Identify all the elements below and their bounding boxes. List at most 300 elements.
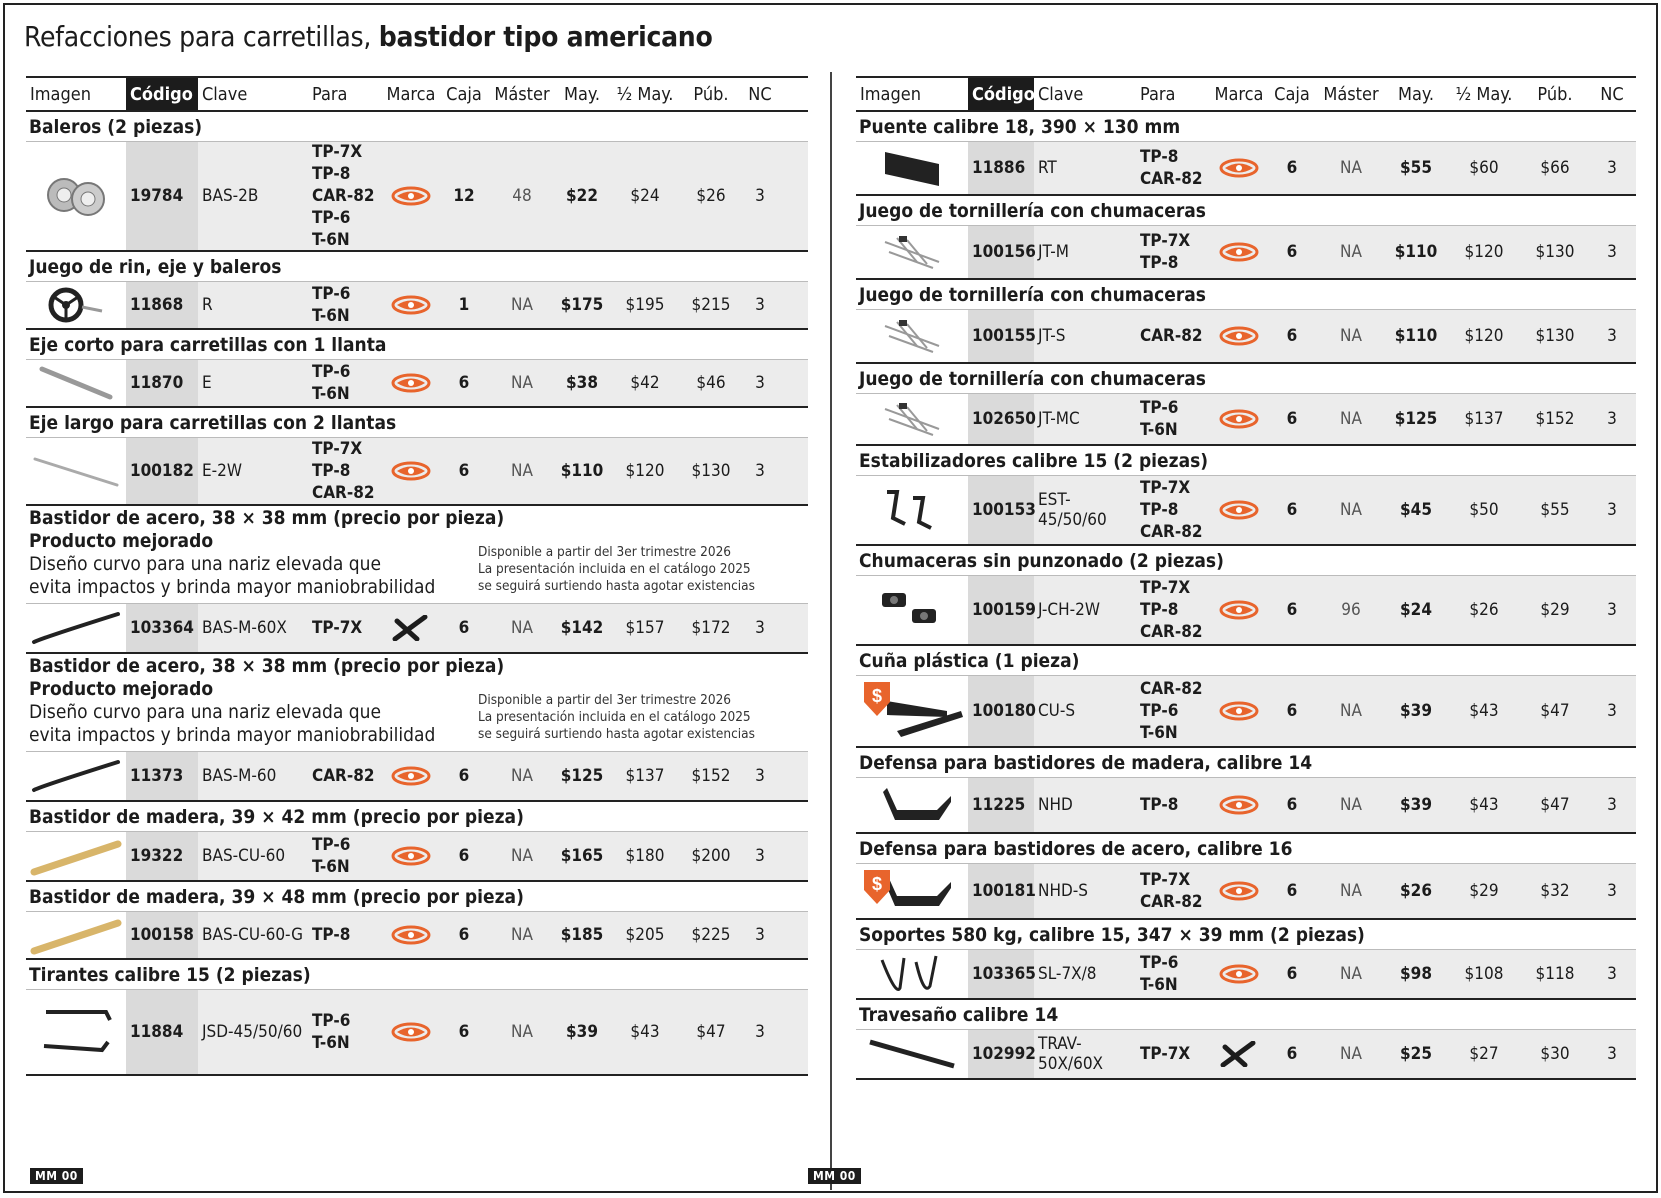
box-qty: 6: [458, 618, 470, 638]
section-description: Producto mejorado Diseño curvo para una nariz elevada que evita impactos y brinda mayor maniobrabilidad: [29, 530, 436, 598]
compatible-models: [1136, 394, 1210, 444]
price-wholesale: $175: [560, 295, 604, 315]
price-public: $30: [1540, 1044, 1570, 1064]
stabilizer-image: [856, 476, 968, 544]
model-label: T-6N: [1140, 975, 1178, 995]
product-code: 102650: [968, 394, 1034, 444]
section: [856, 446, 1636, 546]
model-label: TP-6: [312, 208, 351, 228]
price-wholesale: $185: [560, 925, 604, 945]
product-code: 102992: [968, 1030, 1034, 1078]
master-qty: NA: [511, 1022, 533, 1042]
truper-logo: [382, 360, 440, 406]
price-wholesale: $55: [1400, 158, 1432, 178]
price-wholesale: $39: [566, 1022, 598, 1042]
box-qty: 6: [458, 1022, 470, 1042]
price-wholesale: $24: [1400, 600, 1432, 620]
nc-value: 3: [755, 186, 765, 206]
price-wholesale: $26: [1400, 881, 1432, 901]
price-half-wholesale: $42: [630, 373, 660, 393]
master-qty: NA: [1340, 158, 1362, 178]
price-half-wholesale: $27: [1469, 1044, 1499, 1064]
section: [26, 882, 808, 960]
box-qty: 6: [458, 846, 470, 866]
compatible-models: [1136, 950, 1210, 998]
model-label: CAR-82: [1140, 622, 1203, 642]
model-label: TP-6: [1140, 398, 1179, 418]
truper-logo: [1210, 950, 1268, 998]
section: [856, 280, 1636, 364]
header-5: Caja: [446, 83, 482, 105]
model-label: T-6N: [1140, 420, 1178, 440]
nc-value: 3: [755, 1022, 765, 1042]
master-qty: NA: [511, 766, 533, 786]
compatible-models: [308, 438, 382, 504]
header-1: Código: [126, 78, 198, 110]
header-4: Marca: [386, 83, 436, 105]
table-row: [26, 752, 808, 802]
box-qty: 6: [1286, 964, 1298, 984]
table-row: [26, 912, 808, 960]
master-qty: NA: [1340, 881, 1362, 901]
table-row: [856, 142, 1636, 196]
section: [26, 506, 808, 654]
nc-value: 3: [755, 295, 765, 315]
availability-note: Disponible a partir del 3er trimestre 2026 La presentación incluida en el catálogo 2025 se seguirá surtiendo hasta agotar existencias: [478, 544, 755, 594]
truper-logo: [382, 438, 440, 504]
section: [856, 920, 1636, 1000]
price-wholesale: $142: [560, 618, 604, 638]
section-title: Tirantes calibre 15 (2 piezas): [26, 960, 808, 990]
price-public: $55: [1540, 500, 1570, 520]
model-label: TP-8: [312, 164, 351, 184]
compatible-models: [308, 832, 382, 880]
compatible-models: [1136, 476, 1210, 544]
table-row: [856, 576, 1636, 646]
column-divider: [830, 72, 832, 1190]
table-row: [26, 360, 808, 408]
price-public: $47: [1540, 701, 1570, 721]
brace-image: [26, 990, 126, 1074]
price-wholesale: $45: [1400, 500, 1432, 520]
product-key: JT-S: [1038, 326, 1066, 346]
model-label: TP-7X: [1140, 1044, 1191, 1064]
section-title: Bastidor de acero, 38 × 38 mm (precio por pieza): [29, 655, 505, 677]
price-half-wholesale: $195: [625, 295, 665, 315]
model-label: CAR-82: [312, 186, 375, 206]
section: [26, 802, 808, 882]
section: [856, 748, 1636, 834]
price-half-wholesale: $205: [625, 925, 665, 945]
section-title: Eje corto para carretillas con 1 llanta: [26, 330, 808, 360]
price-public: $200: [691, 846, 731, 866]
price-public: $130: [1535, 242, 1575, 262]
table-row: [856, 950, 1636, 1000]
wood-frame-image: [26, 912, 126, 958]
availability-note: Disponible a partir del 3er trimestre 2026 La presentación incluida en el catálogo 2025 se seguirá surtiendo hasta agotar existencias: [478, 692, 755, 742]
price-wholesale: $39: [1400, 795, 1432, 815]
nc-value: 3: [755, 925, 765, 945]
price-half-wholesale: $60: [1469, 158, 1499, 178]
nc-value: 3: [1607, 600, 1617, 620]
nc-value: 3: [1607, 964, 1617, 984]
table-row: [856, 226, 1636, 280]
product-key: JT-M: [1038, 242, 1070, 262]
model-label: TP-8: [1140, 147, 1179, 167]
product-code: 100153: [968, 476, 1034, 544]
price-half-wholesale: $43: [1469, 701, 1499, 721]
wedge-image: [856, 676, 968, 746]
price-wholesale: $22: [566, 186, 598, 206]
master-qty: NA: [1340, 242, 1362, 262]
section: [856, 646, 1636, 748]
header-2: Clave: [202, 83, 248, 105]
product-code: 100181: [968, 864, 1034, 918]
model-label: CAR-82: [1140, 326, 1203, 346]
product-code: 100180: [968, 676, 1034, 746]
price-wholesale: $110: [560, 461, 604, 481]
section: [856, 112, 1636, 196]
truper-logo: [382, 282, 440, 328]
compatible-models: [308, 752, 382, 800]
model-label: CAR-82: [1140, 892, 1203, 912]
product-key: E-2W: [202, 461, 243, 481]
price-half-wholesale: $43: [630, 1022, 660, 1042]
product-key: CU-S: [1038, 701, 1076, 721]
product-key: EST-45/50/60: [1038, 490, 1107, 530]
box-qty: 6: [1286, 158, 1298, 178]
price-half-wholesale: $180: [625, 846, 665, 866]
product-key: NHD-S: [1038, 881, 1088, 901]
price-public: $26: [696, 186, 726, 206]
price-half-wholesale: $120: [1464, 242, 1504, 262]
price-public: $130: [691, 461, 731, 481]
header-6: Máster: [1323, 83, 1379, 105]
model-label: TP-6: [1140, 701, 1179, 721]
nc-value: 3: [1607, 701, 1617, 721]
section: [856, 546, 1636, 646]
section-title: Cuña plástica (1 pieza): [856, 646, 1636, 676]
master-qty: NA: [511, 618, 533, 638]
truper-logo: [382, 142, 440, 250]
price-wholesale: $98: [1400, 964, 1432, 984]
truper-logo: [1210, 676, 1268, 746]
truper-logo: [1210, 226, 1268, 278]
product-key: R: [202, 295, 213, 315]
compatible-models: [1136, 142, 1210, 194]
svg-text:$: $: [871, 686, 883, 706]
header-9: Púb.: [693, 83, 729, 105]
nc-value: 3: [1607, 795, 1617, 815]
x-logo: [1210, 1030, 1268, 1078]
header-1: Código: [968, 78, 1034, 110]
model-label: TP-7X: [1140, 578, 1191, 598]
truper-logo: [1210, 778, 1268, 832]
price-half-wholesale: $24: [630, 186, 660, 206]
product-key: BAS-M-60: [202, 766, 277, 786]
box-qty: 6: [1286, 795, 1298, 815]
product-code: 100182: [126, 438, 198, 504]
table-row: [26, 438, 808, 506]
header-9: Púb.: [1537, 83, 1573, 105]
truper-logo: [1210, 576, 1268, 644]
right-column: [856, 76, 1636, 1080]
truper-logo: [1210, 142, 1268, 194]
master-qty: NA: [511, 373, 533, 393]
steel-frame-image: [26, 604, 126, 652]
model-label: CAR-82: [1140, 522, 1203, 542]
truper-logo: [1210, 476, 1268, 544]
price-half-wholesale: $50: [1469, 500, 1499, 520]
product-code: 100158: [126, 912, 198, 958]
nc-value: 3: [1607, 1044, 1617, 1064]
price-public: $130: [1535, 326, 1575, 346]
header-7: May.: [563, 83, 601, 105]
support-image: [856, 950, 968, 998]
product-code: 11225: [968, 778, 1034, 832]
master-qty: NA: [1340, 1044, 1362, 1064]
section: [856, 196, 1636, 280]
model-label: CAR-82: [312, 766, 375, 786]
price-public: $225: [691, 925, 731, 945]
model-label: TP-6: [312, 1011, 351, 1031]
product-key: BAS-CU-60: [202, 846, 286, 866]
nc-value: 3: [1607, 500, 1617, 520]
model-label: TP-8: [1140, 795, 1179, 815]
section: [26, 330, 808, 408]
section-title: Juego de tornillería con chumaceras: [856, 196, 1636, 226]
section-title: Chumaceras sin punzonado (2 piezas): [856, 546, 1636, 576]
section-title: Juego de tornillería con chumaceras: [856, 280, 1636, 310]
section: [26, 408, 808, 506]
model-label: T-6N: [312, 384, 350, 404]
header-10: NC: [748, 83, 772, 105]
model-label: TP-7X: [312, 618, 363, 638]
section-title: Baleros (2 piezas): [26, 112, 808, 142]
x-logo: [382, 604, 440, 652]
box-qty: 6: [458, 461, 470, 481]
price-public: $29: [1540, 600, 1570, 620]
section-title: Juego de tornillería con chumaceras: [856, 364, 1636, 394]
nc-value: 3: [1607, 242, 1617, 262]
truper-logo: [1210, 310, 1268, 362]
header-10: NC: [1600, 83, 1624, 105]
compatible-models: [308, 142, 382, 250]
left-column: [26, 76, 808, 1076]
header-8: ½ May.: [616, 83, 674, 105]
nc-value: 3: [755, 766, 765, 786]
master-qty: NA: [1340, 701, 1362, 721]
product-code: 11884: [126, 990, 198, 1074]
product-code: 11886: [968, 142, 1034, 194]
box-qty: 6: [458, 766, 470, 786]
box-qty: 12: [453, 186, 475, 206]
table-row: [856, 778, 1636, 834]
table-row: [856, 1030, 1636, 1080]
product-code: 19784: [126, 142, 198, 250]
bearing-block-image: [856, 576, 968, 644]
product-key: NHD: [1038, 795, 1073, 815]
price-half-wholesale: $29: [1469, 881, 1499, 901]
master-qty: 48: [512, 186, 532, 206]
box-qty: 6: [1286, 326, 1298, 346]
wood-frame-image: [26, 832, 126, 880]
product-key: J-CH-2W: [1038, 600, 1100, 620]
product-key: BAS-CU-60-G: [202, 925, 304, 945]
price-half-wholesale: $108: [1464, 964, 1504, 984]
price-wholesale: $38: [566, 373, 598, 393]
master-qty: 96: [1341, 600, 1361, 620]
hardware-image: [856, 394, 968, 444]
model-label: TP-8: [1140, 253, 1179, 273]
product-code: 100155: [968, 310, 1034, 362]
table-header: [856, 76, 1636, 112]
model-label: TP-6: [312, 284, 351, 304]
nc-value: 3: [755, 373, 765, 393]
compatible-models: [1136, 676, 1210, 746]
nc-value: 3: [755, 461, 765, 481]
model-label: CAR-82: [312, 483, 375, 503]
price-public: $46: [696, 373, 726, 393]
price-public: $152: [1535, 409, 1575, 429]
product-code: 19322: [126, 832, 198, 880]
box-qty: 6: [1286, 500, 1298, 520]
bridge-image: [856, 142, 968, 194]
product-key: BAS-2B: [202, 186, 259, 206]
product-key: E: [202, 373, 212, 393]
compatible-models: [1136, 778, 1210, 832]
price-half-wholesale: $120: [625, 461, 665, 481]
box-qty: 6: [1286, 242, 1298, 262]
section-title: Eje largo para carretillas con 2 llantas: [26, 408, 808, 438]
model-label: CAR-82: [1140, 679, 1203, 699]
model-label: TP-7X: [1140, 870, 1191, 890]
price-wholesale: $110: [1394, 242, 1438, 262]
product-key: TRAV-50X/60X: [1038, 1034, 1104, 1074]
table-row: [856, 476, 1636, 546]
table-row: [856, 310, 1636, 364]
footer-label-left: MM 00: [30, 1168, 83, 1184]
truper-logo: [382, 990, 440, 1074]
model-label: TP-6: [1140, 953, 1179, 973]
price-badge-icon: [860, 680, 894, 718]
truper-logo: [382, 832, 440, 880]
section: [856, 1000, 1636, 1080]
compatible-models: [308, 360, 382, 406]
section-title: Juego de rin, eje y baleros: [26, 252, 808, 282]
compatible-models: [308, 282, 382, 328]
price-public: $215: [691, 295, 731, 315]
model-label: TP-7X: [1140, 231, 1191, 251]
box-qty: 6: [1286, 600, 1298, 620]
compatible-models: [1136, 864, 1210, 918]
table-row: [856, 394, 1636, 446]
price-public: $152: [691, 766, 731, 786]
compatible-models: [1136, 576, 1210, 644]
header-0: Imagen: [860, 83, 921, 105]
model-label: TP-7X: [312, 142, 363, 162]
price-half-wholesale: $26: [1469, 600, 1499, 620]
compatible-models: [1136, 1030, 1210, 1078]
bumper-image: [856, 778, 968, 832]
short-axle-image: [26, 360, 126, 406]
header-5: Caja: [1274, 83, 1310, 105]
crossbar-image: [856, 1030, 968, 1078]
model-label: CAR-82: [1140, 169, 1203, 189]
model-label: TP-6: [312, 362, 351, 382]
product-key: RT: [1038, 158, 1057, 178]
section-title: Travesaño calibre 14: [856, 1000, 1636, 1030]
price-half-wholesale: $157: [625, 618, 665, 638]
master-qty: NA: [1340, 964, 1362, 984]
header-6: Máster: [494, 83, 550, 105]
section-title: Bastidor de madera, 39 × 42 mm (precio por pieza): [26, 802, 808, 832]
truper-logo: [1210, 864, 1268, 918]
header-3: Para: [1140, 83, 1176, 105]
header-8: ½ May.: [1455, 83, 1513, 105]
product-key: BAS-M-60X: [202, 618, 287, 638]
price-public: $32: [1540, 881, 1570, 901]
product-code: 100156: [968, 226, 1034, 278]
steel-frame-image: [26, 752, 126, 800]
section-title: Puente calibre 18, 390 × 130 mm: [856, 112, 1636, 142]
rim-image: [26, 282, 126, 328]
master-qty: NA: [511, 925, 533, 945]
model-label: TP-8: [312, 461, 351, 481]
hardware-image: [856, 310, 968, 362]
compatible-models: [308, 604, 382, 652]
section: [856, 834, 1636, 920]
compatible-models: [308, 912, 382, 958]
model-label: T-6N: [312, 1033, 350, 1053]
header-4: Marca: [1214, 83, 1264, 105]
bearings-image: [26, 142, 126, 250]
price-badge-icon: [860, 868, 894, 906]
model-label: TP-7X: [312, 439, 363, 459]
header-0: Imagen: [30, 83, 91, 105]
table-header: [26, 76, 808, 112]
master-qty: NA: [1340, 500, 1362, 520]
section: [26, 960, 808, 1076]
nc-value: 3: [755, 618, 765, 638]
price-wholesale: $39: [1400, 701, 1432, 721]
price-half-wholesale: $120: [1464, 326, 1504, 346]
table-row: [26, 604, 808, 654]
truper-logo: [1210, 394, 1268, 444]
model-label: TP-8: [1140, 600, 1179, 620]
compatible-models: [1136, 226, 1210, 278]
price-wholesale: $165: [560, 846, 604, 866]
nc-value: 3: [1607, 409, 1617, 429]
section: [856, 364, 1636, 446]
table-row: [26, 990, 808, 1076]
box-qty: 6: [1286, 701, 1298, 721]
svg-text:$: $: [871, 874, 883, 894]
table-row: [856, 676, 1636, 748]
section-title: Defensa para bastidores de acero, calibre 16: [856, 834, 1636, 864]
price-public: $66: [1540, 158, 1570, 178]
footer-label-right: MM 00: [808, 1168, 861, 1184]
product-code: 11870: [126, 360, 198, 406]
model-label: TP-8: [312, 925, 351, 945]
truper-logo: [382, 752, 440, 800]
box-qty: 6: [1286, 1044, 1298, 1064]
product-key: JT-MC: [1038, 409, 1080, 429]
table-row: [26, 282, 808, 330]
model-label: T-6N: [312, 230, 350, 250]
box-qty: 6: [1286, 881, 1298, 901]
price-wholesale: $110: [1394, 326, 1438, 346]
